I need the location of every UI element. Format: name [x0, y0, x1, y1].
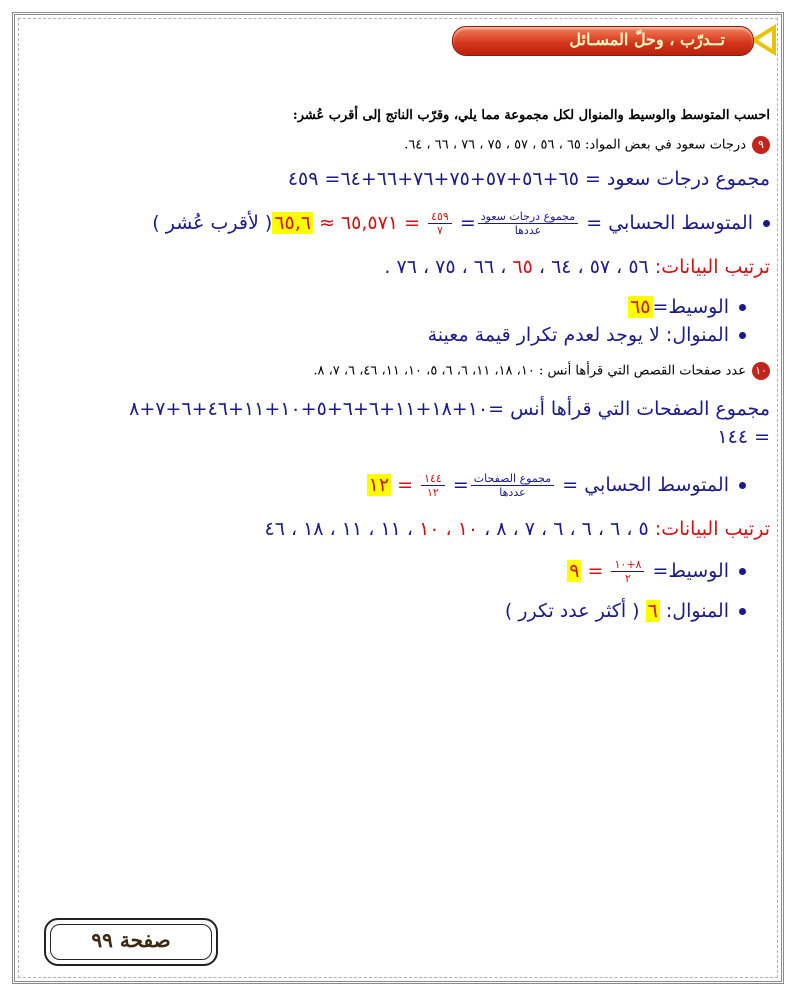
banner-pill	[452, 26, 754, 56]
q9-frac2-den: ٧	[436, 224, 443, 237]
q9-mean-row: المتوسط الحسابي = $\frac{\text{مجموع درجات سعود}}{\text{عددها}}$ = $\frac{٤٥٩}{٧}$ = ٦٥,٥٧١ ≈ ٦٥,٦( لأقرب عُشر )	[152, 210, 770, 237]
q10-median-num: ٨+١٠	[611, 558, 644, 572]
q10-mean-row: المتوسط الحسابي = $\frac{\text{مجموع الصفحات}}{\text{عددها}}$ = $\frac{١٤٤}{١٢}$ = ١٢	[367, 472, 746, 499]
q9-order-a: ٥٦ ، ٥٧ ، ٦٤ ،	[532, 256, 655, 278]
q10-order	[265, 518, 770, 540]
q10-frac2-num: ١٤٤	[421, 472, 445, 486]
bullet-icon	[739, 482, 746, 489]
page-number-box	[44, 918, 218, 966]
q10-median-eq: =	[587, 560, 604, 582]
q10-mean-frac2	[421, 472, 445, 499]
q10-median-frac	[611, 558, 644, 585]
q9-median-label: الوسيط=	[652, 296, 729, 318]
q10-order-b: ، ١١ ، ١١ ، ١٨ ، ٤٦	[264, 518, 420, 540]
q10-mode	[505, 600, 746, 622]
q9-order-mid: ٦٥	[512, 256, 533, 278]
q9-median	[628, 296, 746, 318]
q10-frac2-den: ١٢	[427, 486, 439, 499]
q9-mode	[428, 324, 746, 346]
q10-sum-1: مجموع الصفحات التي قرأها أنس =١٠+١٨+١١+٦+٦+٥+١٠+١١+٤٦+٦+٧+٨	[129, 398, 770, 420]
q9-median-value: ٦٥	[630, 296, 651, 318]
q10-mean-frac1	[471, 472, 554, 499]
bullet-icon	[739, 608, 746, 615]
q9-sum: مجموع درجات سعود = ٦٥+٥٦+٥٧+٧٥+٧٦+٦٦+٦٤= ٤٥٩	[287, 168, 770, 190]
q10-prompt: عدد صفحات القصص التي قرأها أنس : ١٠، ١٨، ١١، ٦، ٦، ٥، ١٠، ١١، ٤٦، ٦، ٧، ٨.	[313, 363, 746, 379]
q9-frac1-num: مجموع درجات سعود	[478, 210, 578, 224]
instruction: احسب المتوسط والوسيط والمنوال لكل مجموعة مما يلي، وقرّب الناتج إلى أقرب عُشر:	[292, 108, 770, 123]
q10-badge: ١٠	[752, 362, 770, 380]
q9-frac2-num: ٤٥٩	[428, 210, 452, 224]
bullet-icon	[739, 568, 746, 575]
q9-order-b: ، ٦٦ ، ٧٥ ، ٧٦ .	[384, 256, 513, 278]
page-number: صفحة ٩٩	[91, 928, 171, 952]
q9-prompt: درجات سعود في بعض المواد: ٦٥ ، ٥٦ ، ٥٧ ، ٧٥ ، ٧٦ ، ٦٦ ، ٦٤.	[404, 137, 746, 153]
q9-mean-note: ( لأقرب عُشر )	[152, 212, 273, 234]
q9-prompt-row	[404, 136, 770, 154]
section-banner	[446, 22, 776, 58]
q10-frac1-num: مجموع الصفحات	[471, 472, 554, 486]
q9-order-label: ترتيب البيانات:	[654, 256, 770, 278]
q9-mean-frac2	[428, 210, 452, 237]
q9-badge: ٩	[752, 136, 770, 154]
q10-median-value: ٩	[569, 560, 580, 582]
q10-prompt-row	[313, 362, 770, 380]
q10-mean-label: المتوسط الحسابي =	[562, 474, 729, 496]
q10-order-a: ٥ ، ٦ ، ٦ ، ٦ ، ٧ ، ٨ ،	[478, 518, 655, 540]
q10-median-den: ٢	[625, 572, 631, 585]
q9-mean-approx: = ٦٥,٥٧١ ≈	[319, 212, 421, 234]
banner-title: تــدرّب ، وحلّ المسـائل	[569, 30, 725, 49]
q10-order-mid: ١٠ ، ١٠	[419, 518, 479, 540]
q9-mean-result: ٦٥,٦	[274, 212, 311, 234]
q9-mean-frac1	[478, 210, 578, 237]
q10-mode-note: ( أكثر عدد تكرر )	[504, 600, 640, 622]
q10-mean-result: ١٢	[368, 474, 390, 496]
bullet-icon	[739, 304, 746, 311]
q9-frac1-den: عددها	[514, 224, 542, 237]
q10-frac1-den: عددها	[499, 486, 526, 499]
q10-mode-value: ٦	[647, 600, 658, 622]
q10-order-label: ترتيب البيانات:	[654, 518, 770, 540]
q9-mode-line: المنوال: لا يوجد لعدم تكرار قيمة معينة	[427, 324, 729, 346]
q10-mean-eq: =	[397, 474, 414, 496]
q10-median-label: الوسيط=	[652, 560, 729, 582]
q9-order	[384, 256, 770, 278]
q10-sum-2: = ١٤٤	[717, 426, 770, 448]
bullet-icon	[763, 220, 770, 227]
bullet-icon	[739, 332, 746, 339]
q10-median	[567, 558, 746, 585]
q9-mean-label: المتوسط الحسابي =	[586, 212, 753, 234]
q10-mode-label: المنوال:	[665, 600, 729, 622]
